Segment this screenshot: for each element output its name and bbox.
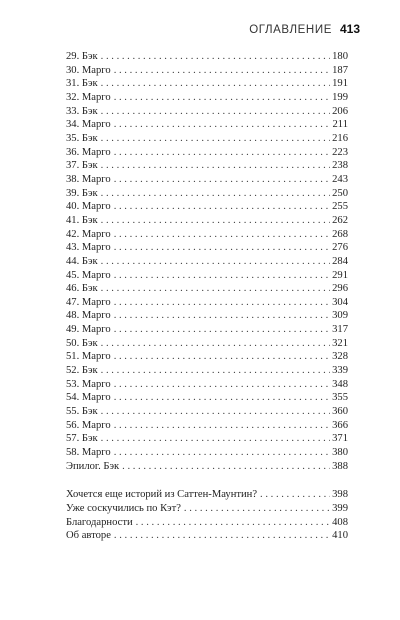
toc-entry <box>66 200 348 214</box>
toc-entry-page: 398 <box>332 489 348 501</box>
toc-entry-title: 43. Марго <box>66 242 111 254</box>
dot-leader <box>114 64 330 78</box>
dot-leader <box>101 432 330 446</box>
toc-entry-page: 255 <box>332 201 348 213</box>
toc-entry <box>66 309 348 323</box>
dot-leader <box>101 187 330 201</box>
toc-entry <box>66 378 348 392</box>
toc-entry-page: 408 <box>332 516 348 528</box>
dot-leader <box>114 269 330 283</box>
dot-leader <box>101 255 330 269</box>
toc-entry <box>66 159 348 173</box>
toc-entry-title: 52. Бэк <box>66 365 98 377</box>
toc-entry <box>66 241 348 255</box>
toc-entry-page: 309 <box>332 310 348 322</box>
toc-entry-title: 37. Бэк <box>66 160 98 172</box>
dot-leader <box>114 241 330 255</box>
toc-entry-title: Хочется еще историй из Саттен-Маунтин? <box>66 489 258 501</box>
toc-entry-page: 348 <box>332 378 348 390</box>
dot-leader <box>260 488 330 502</box>
toc-entry <box>66 296 348 310</box>
toc-entry-page: 211 <box>332 119 348 131</box>
dot-leader <box>101 405 330 419</box>
toc-entry-title: 32. Марго <box>66 91 111 103</box>
toc-entry <box>66 77 348 91</box>
toc-entry-title: 29. Бэк <box>66 51 98 62</box>
toc-entry-page: 243 <box>332 173 348 185</box>
toc-entry-title: 38. Марго <box>66 173 111 185</box>
dot-leader <box>101 214 330 228</box>
toc-entry-page: 304 <box>332 296 348 308</box>
toc-entry-page: 206 <box>332 105 348 117</box>
toc-entry-page: 371 <box>332 433 348 445</box>
dot-leader <box>122 460 330 474</box>
toc-entry-title: 44. Бэк <box>66 255 98 267</box>
dot-leader <box>114 228 330 242</box>
dot-leader <box>114 146 330 160</box>
dot-leader <box>101 50 330 64</box>
running-header <box>249 22 360 36</box>
toc-entry <box>66 405 348 419</box>
toc-entry <box>66 488 348 502</box>
toc-entry-title: 35. Бэк <box>66 132 98 144</box>
toc-entry-title: 55. Бэк <box>66 406 98 418</box>
toc-entry-title: 30. Марго <box>66 64 111 76</box>
toc-entry-title: 57. Бэк <box>66 433 98 445</box>
page-number: 413 <box>339 22 360 36</box>
dot-leader <box>184 502 330 516</box>
toc-entry <box>66 529 348 543</box>
back-matter-list <box>66 488 348 543</box>
toc-entry-page: 399 <box>332 503 348 514</box>
toc-entry <box>66 105 348 119</box>
dot-leader <box>114 118 331 132</box>
toc-entry-title: 40. Марго <box>66 201 111 213</box>
toc-entry <box>66 337 348 351</box>
toc-entry-title: Благодарности <box>66 516 133 528</box>
toc-entry-page: 187 <box>332 64 348 76</box>
toc-entry-title: 49. Марго <box>66 324 111 336</box>
toc-entry <box>66 432 348 446</box>
toc-entry <box>66 64 348 78</box>
toc-entry-title: 48. Марго <box>66 310 111 322</box>
toc-entry-page: 180 <box>332 51 348 62</box>
dot-leader <box>101 132 330 146</box>
dot-leader <box>101 337 330 351</box>
toc-entry-title: 46. Бэк <box>66 283 98 295</box>
dot-leader <box>114 446 330 460</box>
dot-leader <box>114 200 330 214</box>
dot-leader <box>101 105 330 119</box>
toc-entry-title: 42. Марго <box>66 228 111 240</box>
section-gap <box>66 473 348 488</box>
toc-entry <box>66 118 348 132</box>
toc-entry-title: 50. Бэк <box>66 337 98 349</box>
toc-entry-title: 31. Бэк <box>66 78 98 90</box>
toc-entry-title: 54. Марго <box>66 392 111 404</box>
toc-entry <box>66 50 348 64</box>
toc-entry-page: 250 <box>332 187 348 199</box>
toc-entry <box>66 446 348 460</box>
toc-entry-page: 328 <box>332 351 348 363</box>
toc-entry <box>66 228 348 242</box>
toc-entry <box>66 132 348 146</box>
toc-entry-title: 33. Бэк <box>66 105 98 117</box>
toc-entry-page: 380 <box>332 447 348 459</box>
toc-entry-page: 317 <box>332 324 348 336</box>
toc-entry-title: 47. Марго <box>66 296 111 308</box>
toc-entry <box>66 146 348 160</box>
dot-leader <box>101 364 330 378</box>
toc-entry-title: Уже соскучились по Кэт? <box>66 503 181 514</box>
toc-entry-title: 51. Марго <box>66 351 111 363</box>
toc-entry-page: 262 <box>332 214 348 226</box>
toc-entry <box>66 187 348 201</box>
dot-leader <box>101 77 330 91</box>
toc-entry <box>66 91 348 105</box>
toc-entry-page: 284 <box>332 255 348 267</box>
dot-leader <box>114 419 330 433</box>
toc-entry-title: Об авторе <box>66 530 111 542</box>
toc-entry <box>66 516 348 530</box>
toc-entry-title: Эпилог. Бэк <box>66 460 120 472</box>
toc-entry-page: 321 <box>332 337 348 349</box>
dot-leader <box>114 296 330 310</box>
toc-entry-page: 366 <box>332 419 348 431</box>
toc-entry-page: 216 <box>332 132 348 144</box>
toc-entry-page: 199 <box>332 91 348 103</box>
toc-entry-page: 296 <box>332 283 348 295</box>
toc-entry <box>66 350 348 364</box>
dot-leader <box>114 173 330 187</box>
toc-entry-page: 360 <box>332 406 348 418</box>
toc-entry <box>66 419 348 433</box>
dot-leader <box>114 529 330 543</box>
toc-entry <box>66 460 348 474</box>
dot-leader <box>101 159 330 173</box>
dot-leader <box>114 323 330 337</box>
dot-leader <box>114 309 330 323</box>
toc-entry-page: 339 <box>332 365 348 377</box>
dot-leader <box>136 516 330 530</box>
dot-leader <box>101 282 330 296</box>
toc-entry-title: 45. Марго <box>66 269 111 281</box>
toc-entry <box>66 255 348 269</box>
toc-entry <box>66 282 348 296</box>
toc-entry-title: 58. Марго <box>66 447 111 459</box>
toc-entry-page: 355 <box>332 392 348 404</box>
toc-entry-page: 191 <box>332 78 348 90</box>
toc-entry <box>66 214 348 228</box>
toc-entry <box>66 173 348 187</box>
toc-entry-title: 34. Марго <box>66 119 111 131</box>
toc-entry <box>66 364 348 378</box>
table-of-contents <box>66 50 348 543</box>
toc-entry <box>66 391 348 405</box>
toc-entry-title: 36. Марго <box>66 146 111 158</box>
toc-entry-title: 41. Бэк <box>66 214 98 226</box>
running-title: ОГЛАВЛЕНИЕ <box>249 24 332 36</box>
toc-entry-title: 39. Бэк <box>66 187 98 199</box>
dot-leader <box>114 91 330 105</box>
toc-entry-title: 53. Марго <box>66 378 111 390</box>
toc-entry <box>66 269 348 283</box>
chapter-list <box>66 50 348 473</box>
toc-entry-page: 238 <box>332 160 348 172</box>
toc-entry-page: 276 <box>332 242 348 254</box>
toc-entry-page: 223 <box>332 146 348 158</box>
toc-entry-page: 291 <box>332 269 348 281</box>
toc-entry-page: 410 <box>332 530 348 542</box>
toc-entry <box>66 502 348 516</box>
dot-leader <box>114 391 330 405</box>
dot-leader <box>114 378 330 392</box>
toc-entry-page: 268 <box>332 228 348 240</box>
toc-entry-title: 56. Марго <box>66 419 111 431</box>
toc-entry-page: 388 <box>332 460 348 472</box>
dot-leader <box>114 350 330 364</box>
toc-entry <box>66 323 348 337</box>
